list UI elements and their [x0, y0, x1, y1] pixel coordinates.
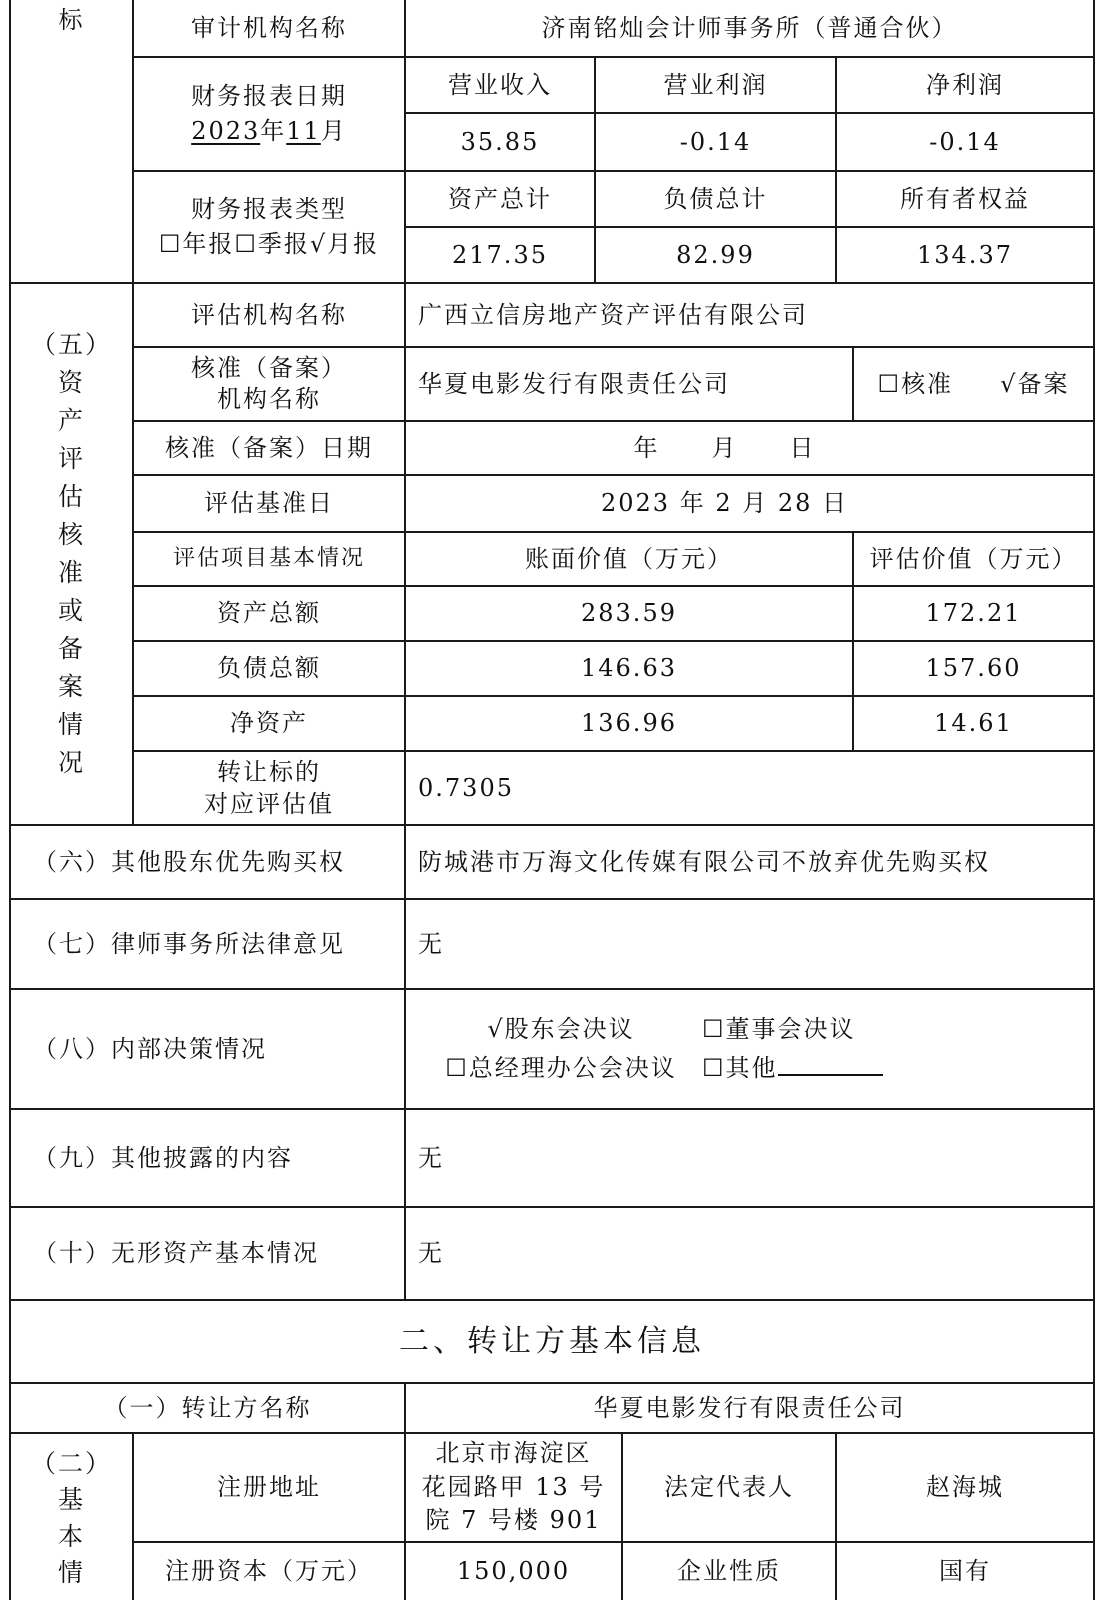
eval-org-value: [406, 284, 1093, 346]
reg-addr-line: 院 7 号楼 901: [425, 1506, 602, 1535]
value-op-profit: [596, 114, 835, 170]
section5-side-char: 情: [57, 710, 85, 739]
approve-org-value-text: 华夏电影发行有限责任公司: [418, 369, 730, 398]
section5-side-char: 产: [57, 406, 85, 435]
row-net-assets-eval: [854, 697, 1093, 750]
eval-org-label: [134, 284, 404, 346]
shareholder-meeting-checkbox: √股东会决议: [487, 1015, 635, 1044]
row-total-assets-eval: [854, 587, 1093, 640]
reg-capital-value-text: 150,000: [456, 1557, 571, 1586]
section5-side-char: 备: [57, 634, 85, 663]
report-type-label-text: 财务报表类型: [190, 195, 347, 224]
report-date-year: 2023: [191, 117, 261, 145]
s9-value: [406, 1110, 1093, 1206]
nature-label-text: 企业性质: [677, 1557, 781, 1586]
section5-side-title: [11, 284, 132, 824]
transferor-name-label: [11, 1384, 404, 1432]
section5-side-char: 或: [57, 596, 85, 625]
s6-label: [11, 826, 404, 898]
value-assets: [406, 228, 594, 282]
reg-capital-value: [406, 1543, 621, 1600]
legal-rep-label-text: 法定代表人: [664, 1473, 794, 1502]
section2-title-text: 二、转让方基本信息: [399, 1323, 705, 1359]
value-equity-text: 134.37: [917, 240, 1013, 269]
target-value-label-line1: 转让标的: [217, 757, 321, 786]
value-revenue: [406, 114, 594, 170]
other-checkbox: ☐其他: [702, 1054, 778, 1082]
header-net-profit-text: 净利润: [926, 70, 1004, 99]
book-value-header: [406, 533, 852, 585]
row-net-assets-book: [406, 697, 852, 750]
section2-side-char: （二）: [30, 1449, 112, 1478]
eval-value-header-text: 评估价值（万元）: [869, 544, 1078, 573]
report-type-options: ☐年报☐季报√月报: [158, 230, 380, 258]
book-value-header-text: 账面价值（万元）: [525, 544, 733, 573]
table-cell: 负债总额: [217, 654, 321, 683]
section2-side-char: 本: [57, 1521, 85, 1551]
s8-label: [11, 990, 404, 1108]
approve-org-value: [406, 348, 852, 420]
reg-capital-label-text: 注册资本（万元）: [165, 1557, 373, 1586]
section5-side-char: 案: [57, 672, 85, 701]
s7-label-text: （七）律师事务所法律意见: [33, 929, 345, 958]
reg-addr-label: [134, 1434, 404, 1541]
section2-side-char: 基: [57, 1485, 85, 1515]
s7-value-text: 无: [418, 929, 444, 958]
value-assets-text: 217.35: [452, 240, 548, 269]
s6-value-text: 防城港市万海文化传媒有限公司不放弃优先购买权: [418, 847, 990, 876]
header-assets-text: 资产总计: [448, 184, 552, 213]
table-cell: 157.60: [925, 654, 1022, 683]
left-column-char-text: 标: [58, 5, 85, 34]
section2-title: [11, 1301, 1093, 1382]
approve-org-label: [134, 348, 404, 420]
nature-value-text: 国有: [939, 1557, 991, 1586]
header-net-profit: [837, 58, 1093, 112]
target-value-text: 0.7305: [418, 773, 514, 802]
header-liabilities: [596, 172, 835, 226]
target-value-label-line2: 对应评估值: [204, 790, 334, 818]
section5-side-char: 估: [57, 482, 85, 511]
approve-option-checkbox: ☐核准: [877, 369, 954, 398]
approve-type-options: [854, 348, 1093, 420]
report-date-label: [134, 58, 404, 170]
audit-org-value-text: 济南铭灿会计师事务所（普通合伙）: [541, 13, 958, 42]
nature-label: [623, 1543, 835, 1600]
gm-meeting-checkbox: ☐总经理办公会决议: [445, 1054, 677, 1082]
approve-date-value-text: 年 月 日: [633, 433, 816, 462]
section5-side-char: 准: [57, 558, 85, 587]
transferor-name-value-text: 华夏电影发行有限责任公司: [593, 1393, 906, 1422]
row-total-liabilities-label: [134, 642, 404, 695]
header-assets: [406, 172, 594, 226]
reg-addr-line: 花园路甲 13 号: [421, 1472, 606, 1501]
base-date-label-text: 评估基准日: [204, 489, 334, 518]
section5-side-char: （五）: [30, 330, 112, 359]
s10-label-text: （十）无形资产基本情况: [33, 1239, 319, 1268]
header-op-profit-text: 营业利润: [663, 70, 768, 99]
s8-options: [406, 990, 1093, 1108]
reg-capital-label: [134, 1543, 404, 1600]
eval-value-header: [854, 533, 1093, 585]
board-meeting-checkbox: ☐董事会决议: [702, 1015, 856, 1044]
header-op-profit: [596, 58, 835, 112]
s10-value-text: 无: [418, 1239, 444, 1268]
s10-label: [11, 1208, 404, 1299]
header-liabilities-text: 负债总计: [663, 184, 768, 213]
base-date-value: [406, 476, 1093, 531]
s6-label-text: （六）其他股东优先购买权: [33, 847, 345, 876]
s9-value-text: 无: [418, 1143, 444, 1172]
eval-org-label-text: 评估机构名称: [191, 300, 347, 329]
approve-date-label: [134, 422, 404, 474]
report-date-value: 2023年11月: [191, 117, 347, 145]
legal-rep-value-text: 赵海城: [926, 1473, 1004, 1502]
value-equity: [837, 228, 1093, 282]
section5-side-char: 资: [57, 368, 85, 397]
legal-rep-label: [623, 1434, 835, 1541]
legal-rep-value: [837, 1434, 1093, 1541]
header-equity-text: 所有者权益: [900, 184, 1030, 213]
s10-value: [406, 1208, 1093, 1299]
table-cell: 136.96: [581, 709, 677, 738]
value-liabilities: [596, 228, 835, 282]
table-cell: 净资产: [230, 709, 308, 738]
row-total-assets-label: [134, 587, 404, 640]
s9-label: [11, 1110, 404, 1206]
s9-label-text: （九）其他披露的内容: [33, 1143, 293, 1172]
section5-side-char: 评: [57, 444, 85, 473]
report-date-month: 11: [286, 117, 321, 145]
reg-addr-value: [406, 1434, 621, 1541]
s8-label-text: （八）内部决策情况: [33, 1034, 267, 1063]
reg-addr-label-text: 注册地址: [217, 1473, 321, 1502]
project-label: [134, 533, 404, 585]
nature-value: [837, 1543, 1093, 1600]
row-total-assets-book: [406, 587, 852, 640]
transferor-name-value: [406, 1384, 1093, 1432]
base-date-value-text: 2023 年 2 月 28 日: [600, 489, 849, 518]
table-cell: 资产总额: [217, 599, 321, 628]
eval-org-value-text: 广西立信房地产资产评估有限公司: [418, 300, 808, 329]
value-net-profit-text: -0.14: [929, 127, 1001, 156]
base-date-label: [134, 476, 404, 531]
table-cell: 283.59: [581, 599, 677, 628]
s7-value: [406, 900, 1093, 988]
row-total-liabilities-book: [406, 642, 852, 695]
value-liabilities-text: 82.99: [676, 240, 755, 269]
section5-side-char: 核: [57, 520, 85, 549]
target-value: [406, 752, 1093, 824]
target-value-label: [134, 752, 404, 824]
table-cell: 172.21: [925, 599, 1022, 628]
header-revenue: [406, 58, 594, 112]
s6-value: [406, 826, 1093, 898]
value-revenue-text: 35.85: [460, 127, 540, 156]
other-blank-line: [778, 1052, 883, 1076]
header-equity: [837, 172, 1093, 226]
left-column-char: [11, 0, 132, 40]
row-net-assets-label: [134, 697, 404, 750]
report-date-label-text: 财务报表日期: [191, 82, 347, 111]
section2-side-char: 情: [57, 1557, 85, 1587]
table-cell: 146.63: [581, 654, 677, 683]
report-type-label: [134, 172, 404, 282]
row-total-liabilities-eval: [854, 642, 1093, 695]
audit-org-label: [134, 0, 404, 56]
audit-org-value: [406, 0, 1093, 56]
audit-org-label-text: 审计机构名称: [191, 13, 347, 42]
value-net-profit: [837, 114, 1093, 170]
project-label-text: 评估项目基本情况: [172, 546, 365, 572]
approve-org-label-line1: 核准（备案）: [191, 353, 347, 382]
filing-option-checkbox: √备案: [1000, 369, 1070, 398]
approve-org-label-line2: 机构名称: [217, 385, 321, 413]
reg-addr-line: 北京市海淀区: [435, 1439, 592, 1468]
table-cell: 14.61: [934, 709, 1013, 738]
other-option: [702, 1051, 883, 1086]
value-op-profit-text: -0.14: [679, 127, 752, 156]
section2-side-title: [11, 1434, 132, 1600]
section5-side-char: 况: [57, 748, 85, 777]
s7-label: [11, 900, 404, 988]
approve-date-value: [406, 422, 1093, 474]
transferor-name-label-text: （一）转让方名称: [103, 1393, 312, 1422]
approve-date-label-text: 核准（备案）日期: [165, 433, 373, 462]
header-revenue-text: 营业收入: [448, 70, 552, 99]
